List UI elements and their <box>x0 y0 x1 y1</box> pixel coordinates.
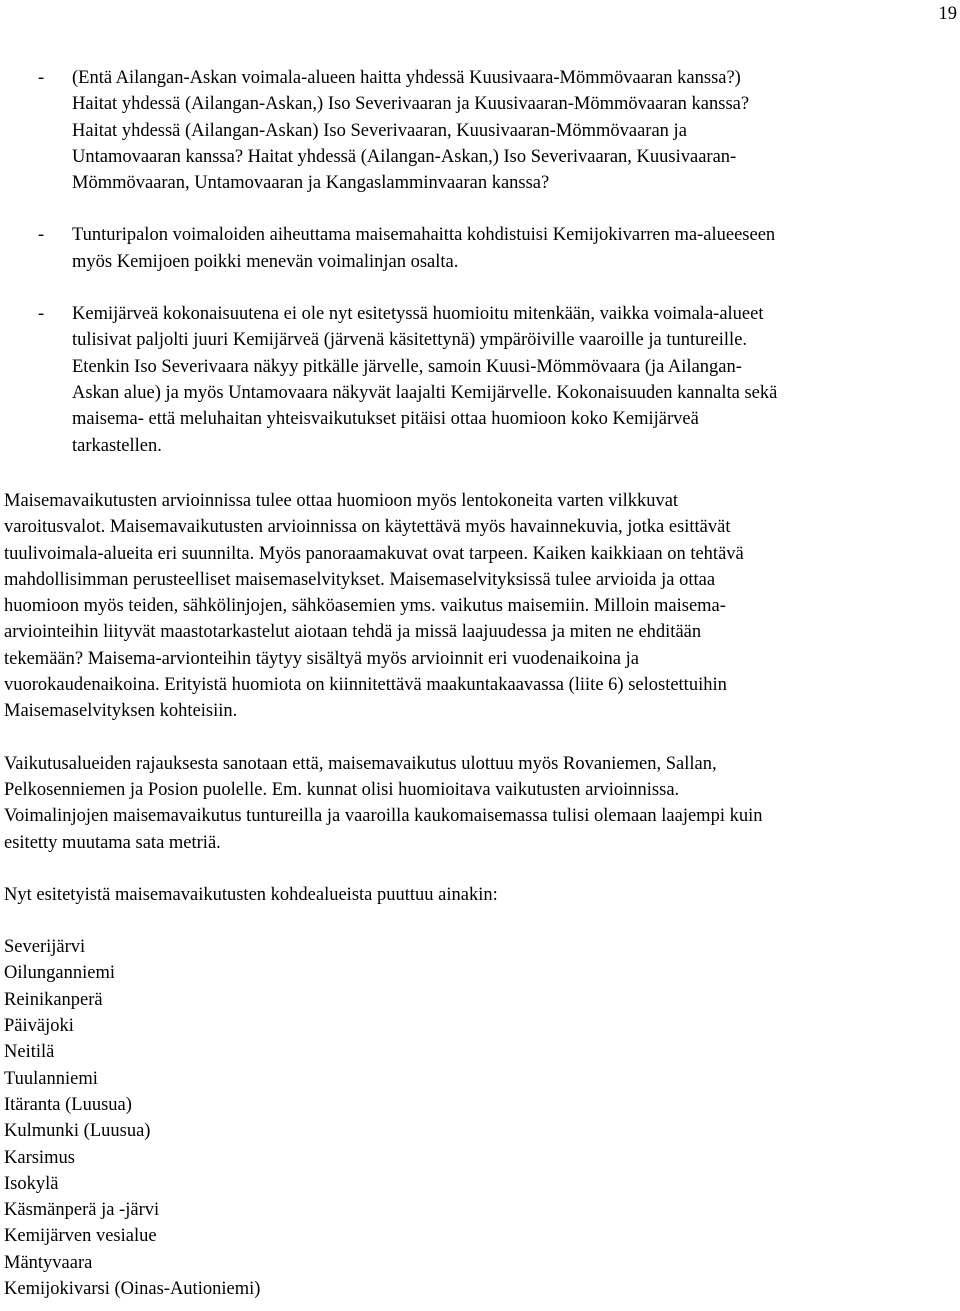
list-item: Severijärvi <box>4 937 86 958</box>
text-line: Maisemaselvityksen kohteisiin. <box>4 701 238 722</box>
page-number: 19 <box>938 4 957 24</box>
list-item: Mäntyvaara <box>4 1252 93 1273</box>
list-item: Reinikanperä <box>4 989 103 1010</box>
text-line: myös Kemijoen poikki menevän voimalinjan osalta. <box>72 251 459 272</box>
text-line: Mömmövaaran, Untamovaaran ja Kangaslamminvaaran kanssa? <box>72 173 550 194</box>
text-line: tarkastellen. <box>72 435 162 456</box>
bullet-dash: - <box>38 304 45 325</box>
text-line: Tunturipalon voimaloiden aiheuttama maisemahaitta kohdistuisi Kemijokivarren ma-alueeseen <box>72 225 776 246</box>
text-line: tuulivoimala-alueita eri suunnilta. Myös panoraamakuvat ovat tarpeen. Kaiken kaikkiaan on tehtävä <box>4 543 744 564</box>
text-line: mahdollisimman perusteelliset maisemaselvitykset. Maisemaselvityksissä tulee arvioida ja ottaa <box>4 569 716 590</box>
text-line: vuorokaudenaikoina. Erityistä huomiota on kiinnitettävä maakuntakaavassa (liite 6) selostettuihin <box>4 675 727 696</box>
text-line: esitetty muutama sata metriä. <box>4 832 221 853</box>
list-item: Neitilä <box>4 1042 55 1063</box>
bullet-list <box>38 65 958 485</box>
list-item: Oilunganniemi <box>4 963 115 984</box>
list-item: Tuulanniemi <box>4 1068 98 1089</box>
text-line: Etenkin Iso Severivaara näkyy pitkälle järvelle, samoin Kuusi-Mömmövaara (ja Ailangan- <box>72 356 742 377</box>
paragraph-impact-area <box>4 751 958 856</box>
list-item: Karsimus <box>4 1147 75 1168</box>
list-item: Kulmunki (Luusua) <box>4 1121 151 1142</box>
bullet-dash: - <box>38 225 45 246</box>
text-line: (Entä Ailangan-Askan voimala-alueen haitta yhdessä Kuusivaara-Mömmövaaran kanssa?) <box>72 68 741 88</box>
body-text <box>4 488 958 1302</box>
text-line: Haitat yhdessä (Ailangan-Askan,) Iso Severivaaran ja Kuusivaaran-Mömmövaaran kanssa? <box>72 94 750 115</box>
text-line: huomioon myös teiden, sähkölinjojen, sähköasemien yms. vaikutus maisemiin. Milloin maisema- <box>4 596 726 617</box>
list-item: Kemijokivarsi (Oinas-Autioniemi) <box>4 1279 261 1300</box>
text-line: Askan alue) ja myös Untamovaara näkyvät laajalti Kemijärvelle. Kokonaisuuden kannalta sekä <box>72 382 778 403</box>
list-item: Kemijärven vesialue <box>4 1226 157 1247</box>
text-line: Nyt esitetyistä maisemavaikutusten kohdealueista puuttuu ainakin: <box>4 884 498 905</box>
text-line: varoitusvalot. Maisemavaikutusten arvioinnissa on käytettävä myös havainnekuvia, jotka esittävät <box>4 517 731 538</box>
text-line: arviointeihin liityvät maastotarkastelut aiotaan tehdä ja missä laajuudessa ja miten ne ehditään <box>4 622 702 643</box>
bullet-item <box>38 222 958 275</box>
bullet-item <box>38 301 958 459</box>
text-line: Untamovaaran kanssa? Haitat yhdessä (Ailangan-Askan,) Iso Severivaaran, Kuusivaaran- <box>72 146 737 167</box>
paragraph-missing-areas-intro <box>4 882 958 908</box>
text-line: Kemijärveä kokonaisuutena ei ole nyt esitetyssä huomioitu mitenkään, vaikka voimala-alueet <box>72 304 764 325</box>
bullet-item <box>38 65 958 196</box>
paragraph-landscape-assessment <box>4 488 958 725</box>
text-line: tekemään? Maisema-arvionteihin täytyy sisältyä myös arvioinnit eri vuodenaikoina ja <box>4 648 639 669</box>
text-line: Haitat yhdessä (Ailangan-Askan) Iso Severivaaran, Kuusivaaran-Mömmövaaran ja <box>72 120 687 141</box>
list-item: Käsmänperä ja -järvi <box>4 1200 160 1221</box>
list-item: Isokylä <box>4 1173 59 1194</box>
list-item: Itäranta (Luusua) <box>4 1094 132 1115</box>
bullet-dash: - <box>38 68 45 88</box>
text-line: tulisivat paljolti juuri Kemijärveä (järvenä käsitettynä) ympäröiville vaaroille ja tuntureille. <box>72 330 748 351</box>
list-item: Päiväjoki <box>4 1016 74 1037</box>
text-line: Pelkosenniemen ja Posion puolelle. Em. kunnat olisi huomioitava vaikutusten arvioinnissa. <box>4 779 680 800</box>
missing-areas-list <box>4 934 958 1302</box>
text-line: Vaikutusalueiden rajauksesta sanotaan että, maisemavaikutus ulottuu myös Rovaniemen, Sallan, <box>4 753 717 774</box>
text-line: Voimalinjojen maisemavaikutus tuntureilla ja vaaroilla kaukomaisemassa tulisi olemaan laajempi kuin <box>4 806 763 827</box>
text-line: maisema- että meluhaitan yhteisvaikutukset pitäisi ottaa huomioon koko Kemijärveä <box>72 409 699 430</box>
text-line: Maisemavaikutusten arvioinnissa tulee ottaa huomioon myös lentokoneita varten vilkkuvat <box>4 491 679 511</box>
